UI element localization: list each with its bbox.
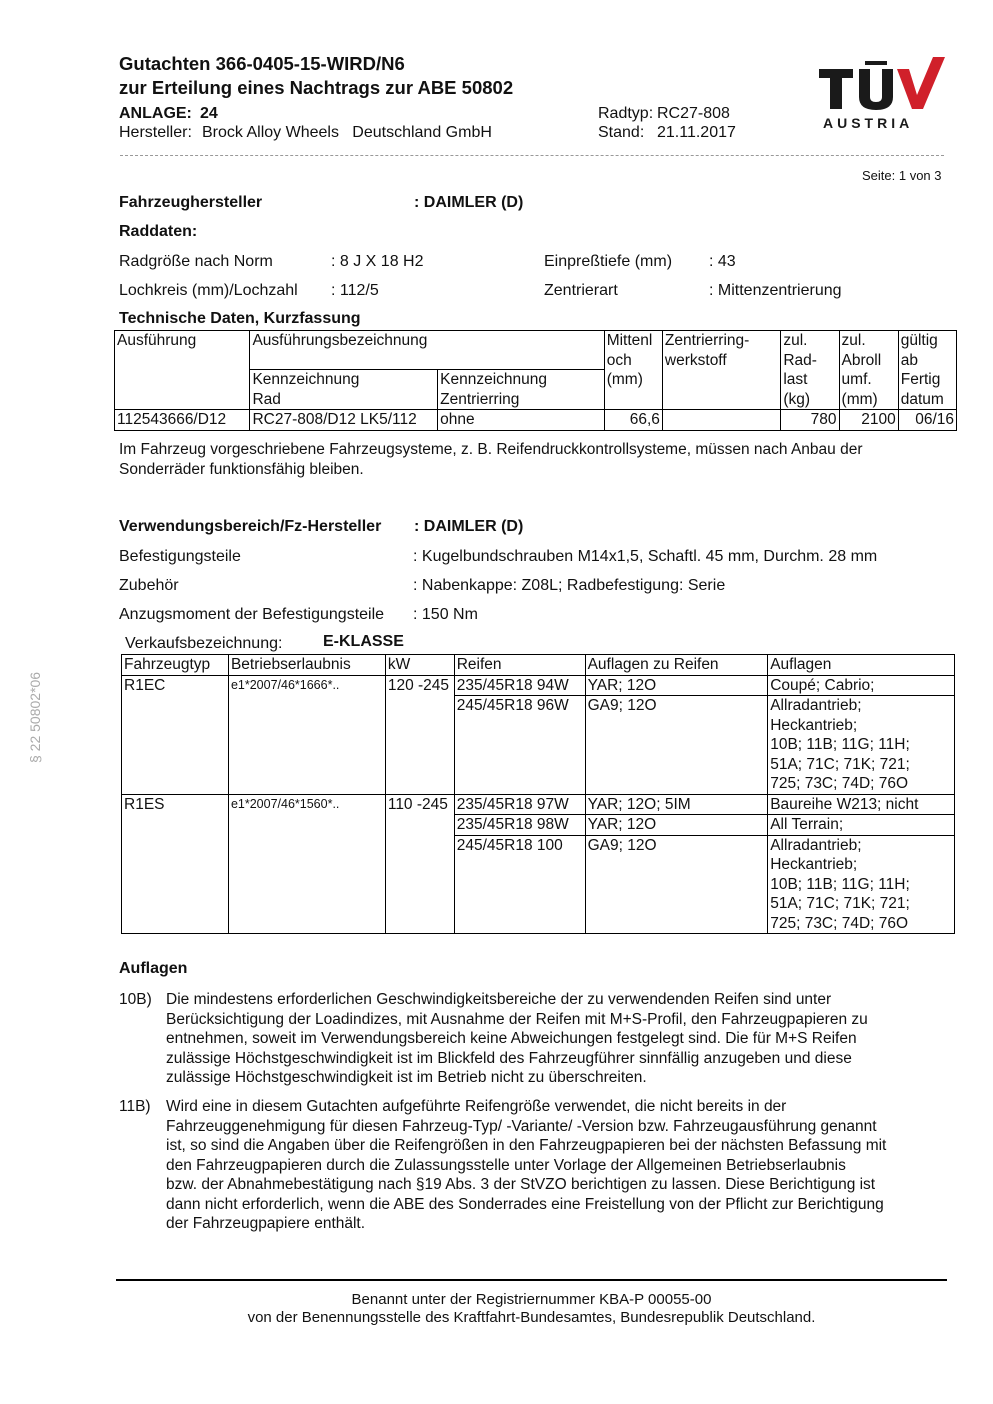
- befestigung-label: Befestigungsteile: [119, 548, 241, 565]
- cell-zentrierwerkstoff: [662, 410, 780, 431]
- th-ausfuehrung: Ausführung: [115, 331, 250, 410]
- th-radlast: zul. Rad- last (kg): [781, 331, 839, 410]
- cell-betriebserlaubnis: e1*2007/46*1666*..: [228, 675, 385, 794]
- cell-kennzeichnung-zentrierring: ohne: [438, 410, 605, 431]
- fahrzeughersteller-label: Fahrzeughersteller: [119, 194, 263, 211]
- fahrzeugtyp-table: [121, 654, 955, 934]
- cell-reifen: 235/45R18 98W: [454, 815, 585, 836]
- table-header-row: [122, 655, 955, 676]
- cell-betriebserlaubnis: e1*2007/46*1560*..: [228, 794, 385, 934]
- cell-kennzeichnung-rad: RC27-808/D12 LK5/112: [250, 410, 438, 431]
- table-row: [122, 675, 955, 696]
- zubehoer-label: Zubehör: [119, 577, 179, 594]
- raddaten-label: Raddaten:: [119, 223, 198, 240]
- table-row: [122, 794, 955, 815]
- cell-auflagen: Allradantrieb; Heckantrieb; 10B; 11B; 11G; 11H; 51A; 71C; 71K; 721; 725; 73C; 74D; 76O: [768, 835, 955, 934]
- th-gueltig: gültig ab Fertig datum: [898, 331, 956, 410]
- fahrzeughersteller-value: : DAIMLER (D): [414, 194, 524, 211]
- cell-mittenloch: 66,6: [604, 410, 662, 431]
- cell-auflagen-reifen: YAR; 12O: [585, 675, 768, 696]
- stand-label: Stand:: [598, 124, 645, 141]
- cell-auflagen-reifen: GA9; 12O: [585, 696, 768, 795]
- anlage-value: 24: [200, 105, 218, 122]
- th-fahrzeugtyp: Fahrzeugtyp: [122, 655, 229, 676]
- cell-reifen: 235/45R18 97W: [454, 794, 585, 815]
- th-auflagen: Auflagen: [768, 655, 955, 676]
- lochkreis-value: : 112/5: [331, 282, 379, 299]
- cell-reifen: 245/45R18 96W: [454, 696, 585, 795]
- radtyp-label: Radtyp:: [598, 105, 654, 122]
- anlage-label: ANLAGE:: [119, 105, 192, 122]
- verkauf-value: E-KLASSE: [323, 633, 404, 650]
- cell-auflagen-reifen: GA9; 12O: [585, 835, 768, 934]
- auflage-text: Die mindestens erforderlichen Geschwindigkeitsbereiche der zu verwendenden Reifen sind unter Berücksichtigung der Loadindizes, mit Ausnahme der Reifen mit M+S-Profil, den Fahrzeugpapieren zu entnehmen, soweit im Verwendungsbereich keine Abweichungen festgelegt sind. Die für M+S Reifen zulässige Höchstgeschwindigkeit ist im Blickfeld des Fahrzeugführer sinnfällig anzugeben und diese zulässige Höchstgeschwindigkeit ist im Betrieb nicht zu überschreiten.: [166, 991, 868, 1086]
- cell-reifen: 245/45R18 100: [454, 835, 585, 934]
- verwendung-value: : DAIMLER (D): [414, 518, 524, 535]
- th-mittenloch: Mittenl och (mm): [604, 331, 662, 410]
- verwendung-label: Verwendungsbereich/Fz-Hersteller: [119, 518, 382, 535]
- logo-austria-text: AUSTRIA: [823, 115, 914, 131]
- tech-table: [114, 330, 957, 431]
- footer-line1: Benannt unter der Registriernummer KBA-P 00055-00: [351, 1291, 712, 1308]
- footer-divider: [116, 1279, 947, 1281]
- cell-kw: 120 -245: [385, 675, 454, 794]
- radtyp-value: RC27-808: [657, 105, 730, 122]
- cell-auflagen: Baureihe W213; nicht: [768, 794, 955, 815]
- cell-fahrzeugtyp: R1EC: [122, 675, 229, 794]
- th-auflagen-reifen: Auflagen zu Reifen: [585, 655, 768, 676]
- cell-auflagen: Allradantrieb; Heckantrieb; 10B; 11B; 11G; 11H; 51A; 71C; 71K; 721; 725; 73C; 74D; 76O: [768, 696, 955, 795]
- cell-auflagen-reifen: YAR; 12O: [585, 815, 768, 836]
- th-reifen: Reifen: [454, 655, 585, 676]
- th-kw: kW: [385, 655, 454, 676]
- cell-auflagen: All Terrain;: [768, 815, 955, 836]
- page-number: Seite: 1 von 3: [862, 168, 942, 183]
- th-kennzeichnung-zentrierring: Kennzeichnung Zentrierring: [438, 370, 605, 410]
- tuv-austria-logo: [815, 55, 945, 135]
- anzugsmoment-value: : 150 Nm: [413, 606, 478, 623]
- radgroesse-label: Radgröße nach Norm: [119, 253, 273, 270]
- cell-fahrzeugtyp: R1ES: [122, 794, 229, 934]
- cell-abrollumfang: 2100: [839, 410, 898, 431]
- auflage-code: 11B): [119, 1098, 151, 1115]
- document-subtitle: zur Erteilung eines Nachtrags zur ABE 50802: [119, 77, 514, 98]
- stand-value: 21.11.2017: [657, 124, 736, 141]
- auflage-code: 10B): [119, 991, 152, 1008]
- lochkreis-label: Lochkreis (mm)/Lochzahl: [119, 282, 298, 299]
- cell-auflagen-reifen: YAR; 12O; 5IM: [585, 794, 768, 815]
- tech-heading: Technische Daten, Kurzfassung: [119, 310, 361, 327]
- th-betriebserlaubnis: Betriebserlaubnis: [228, 655, 385, 676]
- header-divider: [120, 155, 944, 156]
- th-kennzeichnung-rad: Kennzeichnung Rad: [250, 370, 438, 410]
- note-fahrzeugsysteme: Im Fahrzeug vorgeschriebene Fahrzeugsysteme, z. B. Reifendruckkontrollsysteme, müssen nach Anbau der Sonderräder funktionsfähig bleiben.: [119, 441, 863, 478]
- zentrierart-label: Zentrierart: [544, 282, 618, 299]
- zubehoer-value: : Nabenkappe: Z08L; Radbefestigung: Serie: [413, 577, 726, 594]
- zentrierart-value: : Mittenzentrierung: [709, 282, 842, 299]
- hersteller-label: Hersteller:: [119, 124, 192, 141]
- cell-reifen: 235/45R18 94W: [454, 675, 585, 696]
- cell-auflagen: Coupé; Cabrio;: [768, 675, 955, 696]
- side-note: § 22 50802*06: [27, 671, 43, 763]
- table-row: [115, 410, 957, 431]
- auflagen-heading: Auflagen: [119, 960, 188, 977]
- th-abrollumfang: zul. Abroll umf. (mm): [839, 331, 898, 410]
- einpress-label: Einpreßtiefe (mm): [544, 253, 673, 270]
- verkauf-label: Verkaufsbezeichnung:: [125, 635, 283, 652]
- befestigung-value: : Kugelbundschrauben M14x1,5, Schaftl. 45 mm, Durchm. 28 mm: [413, 548, 878, 565]
- anzugsmoment-label: Anzugsmoment der Befestigungsteile: [119, 606, 385, 623]
- footer-line2: von der Benennungsstelle des Kraftfahrt-Bundesamtes, Bundesrepublik Deutschland.: [247, 1309, 816, 1326]
- cell-gueltig: 06/16: [898, 410, 956, 431]
- hersteller-value: Brock Alloy Wheels Deutschland GmbH: [202, 124, 492, 141]
- einpress-value: : 43: [709, 253, 736, 270]
- cell-ausfuehrung: 112543666/D12: [115, 410, 250, 431]
- document-title: Gutachten 366-0405-15-WIRD/N6: [119, 53, 405, 74]
- auflage-text: Wird eine in diesem Gutachten aufgeführte Reifengröße verwendet, die nicht bereits in der Fahrzeuggenehmigung für diesen Fahrzeug-Typ/ -Variante/ -Version bzw. Fahrzeugausführung genannt ist, so sind die Angaben über die Reifengrößen in den Fahrzeugpapieren bei der nächsten Befassung mit den Fahrzeugpapieren durch die Zulassungsstelle unter Vorlage der Allgemeinen Betriebserlaubnis bzw. der Abnahmebestätigung nach §19 Abs. 3 der StVZO berichtigen zu lassen. Diese Berichtigung ist dann nicht erforderlich, wenn die ABE des Sonderrades eine Freistellung von der Pflicht zur Berichtigung der Fahrzeugpapiere enthält.: [166, 1098, 887, 1232]
- radgroesse-value: : 8 J X 18 H2: [331, 253, 424, 270]
- th-zentrierwerkstoff: Zentrierring- werkstoff: [662, 331, 780, 410]
- th-bezeichnung: Ausführungsbezeichnung: [250, 331, 604, 370]
- cell-radlast: 780: [781, 410, 839, 431]
- cell-kw: 110 -245: [385, 794, 454, 934]
